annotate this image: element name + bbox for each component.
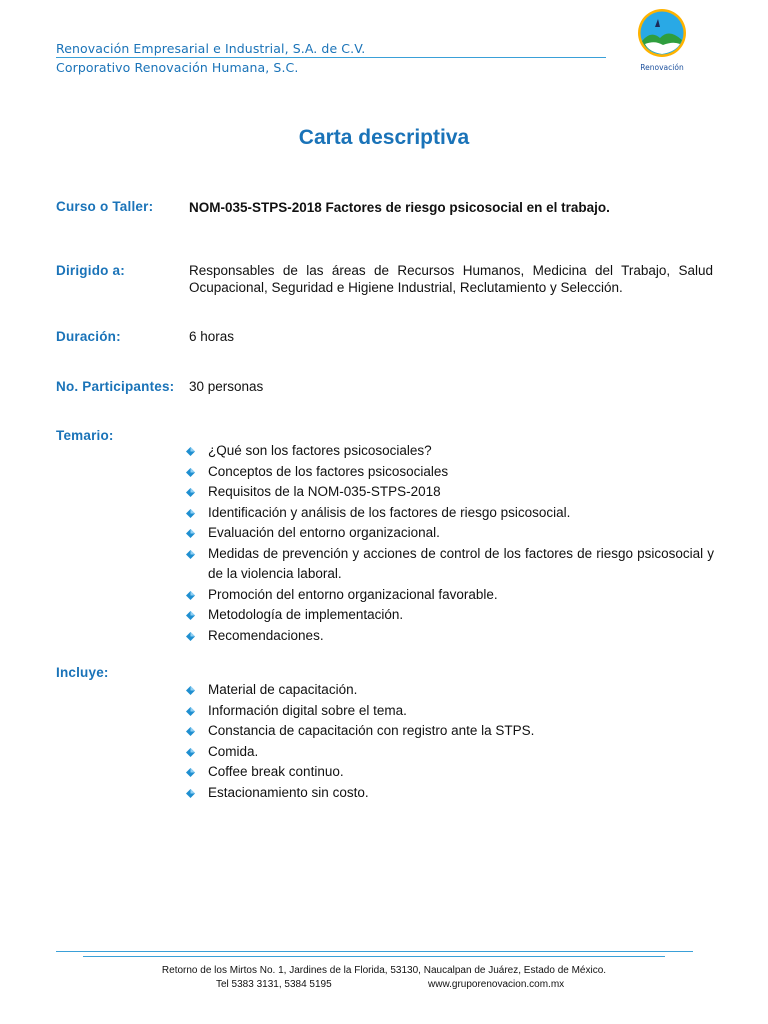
footer-address: Retorno de los Mirtos No. 1, Jardines de la Florida, 53130, Naucalpan de Juárez, Estado de México.	[161, 965, 607, 976]
diamond-bullet-icon	[186, 632, 195, 641]
incluye-list	[186, 680, 714, 803]
diamond-bullet-icon	[186, 707, 195, 716]
diamond-bullet-icon	[186, 686, 195, 695]
duracion-label: Duración:	[56, 329, 121, 344]
list-item: Identificación y análisis de los factores de riesgo psicosocial.	[186, 503, 714, 524]
temario-label: Temario:	[56, 428, 114, 443]
duracion-value: 6 horas	[189, 329, 235, 344]
diamond-bullet-icon	[186, 488, 195, 497]
dirigido-value: Responsables de las áreas de Recursos Humanos, Medicina del Trabajo, Salud Ocupacional, Seguridad e Higiene Industrial, Reclutamiento y Selección.	[189, 263, 713, 295]
company-name-secondary: Corporativo Renovación Humana, S.C.	[56, 60, 299, 75]
list-item: Conceptos de los factores psicosociales	[186, 462, 714, 483]
footer-rule-top	[56, 951, 693, 952]
temario-list	[186, 441, 714, 646]
list-item: Evaluación del entorno organizacional.	[186, 523, 714, 544]
svg-text:Renovación: Renovación	[640, 63, 684, 72]
list-item: Promoción del entorno organizacional favorable.	[186, 585, 714, 606]
list-item: ¿Qué son los factores psicosociales?	[186, 441, 714, 462]
list-item: Constancia de capacitación con registro ante la STPS.	[186, 721, 714, 742]
footer-phone: Tel 5383 3131, 5384 5195	[216, 979, 332, 990]
diamond-bullet-icon	[186, 447, 195, 456]
diamond-bullet-icon	[186, 727, 195, 736]
incluye-label: Incluye:	[56, 665, 109, 680]
list-item: Información digital sobre el tema.	[186, 701, 714, 722]
company-logo	[633, 8, 691, 74]
participantes-value: 30 personas	[189, 379, 264, 394]
diamond-bullet-icon	[186, 768, 195, 777]
list-item: Requisitos de la NOM-035-STPS-2018	[186, 482, 714, 503]
list-item: Coffee break continuo.	[186, 762, 714, 783]
list-item: Recomendaciones.	[186, 626, 714, 647]
header-rule	[56, 57, 606, 58]
diamond-bullet-icon	[186, 529, 195, 538]
diamond-bullet-icon	[186, 748, 195, 757]
document-title: Carta descriptiva	[298, 126, 470, 149]
footer-website[interactable]: www.gruporenovacion.com.mx	[428, 979, 565, 990]
diamond-bullet-icon	[186, 550, 195, 559]
diamond-bullet-icon	[186, 611, 195, 620]
footer-rule-bottom	[83, 956, 665, 957]
list-item: Metodología de implementación.	[186, 605, 714, 626]
company-name-primary: Renovación Empresarial e Industrial, S.A. de C.V.	[56, 41, 366, 56]
participantes-label: No. Participantes:	[56, 379, 175, 394]
list-item: Estacionamiento sin costo.	[186, 783, 714, 804]
diamond-bullet-icon	[186, 509, 195, 518]
curso-value: NOM-035-STPS-2018 Factores de riesgo psicosocial en el trabajo.	[189, 200, 610, 215]
list-item: Material de capacitación.	[186, 680, 714, 701]
diamond-bullet-icon	[186, 591, 195, 600]
diamond-bullet-icon	[186, 789, 195, 798]
list-item: Comida.	[186, 742, 714, 763]
diamond-bullet-icon	[186, 468, 195, 477]
list-item: Medidas de prevención y acciones de control de los factores de riesgo psicosocial y de la violencia laboral.	[186, 544, 714, 585]
curso-label: Curso o Taller:	[56, 199, 154, 214]
dirigido-label: Dirigido a:	[56, 263, 125, 278]
